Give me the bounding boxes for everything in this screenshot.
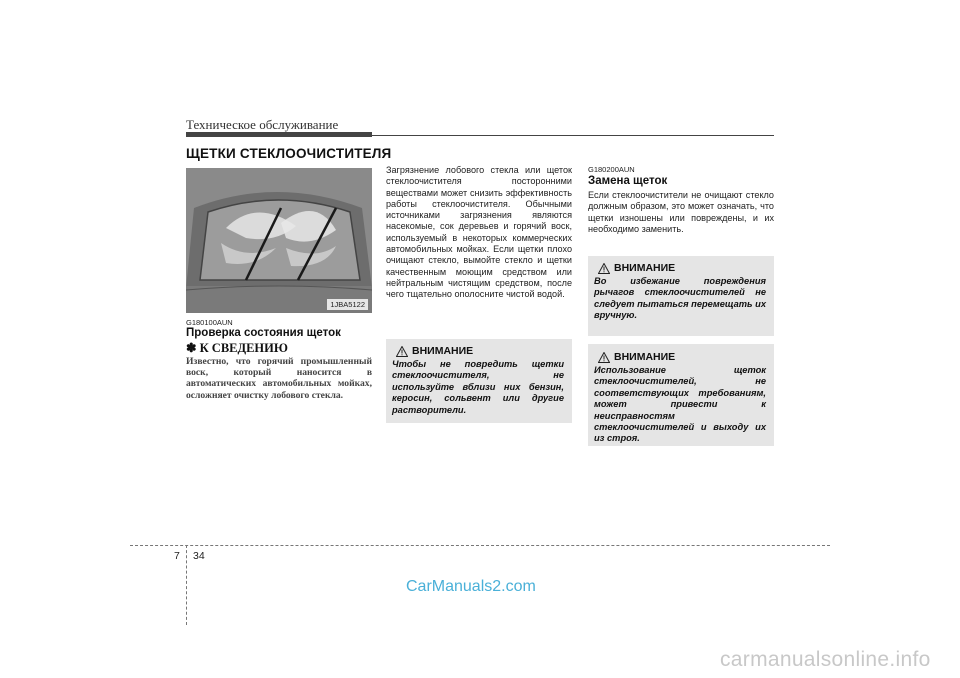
- warning-header: [598, 262, 774, 274]
- footer-divider: [186, 545, 187, 625]
- warning-text: Во избежание повреждения рычагов стеклоочистителей не следует пытаться перемещать их вручную.: [594, 276, 766, 321]
- paragraph: Загрязнение лобового стекла или щеток стеклоочистителя посторонними веществами может снизить эффективность работы стеклоочистителя. Обычными источниками загрязнения являются насекомые, сок деревьев и горячий воск, используемый в некоторых коммерческих автомобильных мойках. Если щетки плохо очищают стекло, вымойте стекло и щетки качественным моющим средством или нейтральным чистящим средством, после чего тщательно ополосните чистой водой.: [386, 165, 572, 300]
- note-heading: ✽ К СВЕДЕНИЮ: [186, 341, 288, 355]
- note-text: Известно, что горячий промышленный воск, который наносится в автоматических автомобильных мойках, осложняет очистку лобового стекла.: [186, 356, 372, 401]
- warning-triangle-icon: [396, 346, 408, 357]
- section-code: G180100AUN: [186, 318, 233, 327]
- warning-triangle-icon: [598, 263, 610, 274]
- warning-box: [386, 339, 572, 423]
- chapter-number: 7: [174, 550, 180, 562]
- windshield-photo: [186, 168, 372, 313]
- photo-code: 1JBA5122: [327, 299, 368, 310]
- warning-title: ВНИМАНИЕ: [614, 262, 676, 274]
- warning-header: [598, 351, 774, 363]
- paragraph: Если стеклоочистители не очищают стекло должным образом, это может означать, что щетки изношены или повреждены, и их необходимо заменить.: [588, 190, 774, 234]
- subsection-heading: Проверка состояния щеток: [186, 327, 341, 339]
- chapter-header-title: Техническое обслуживание: [186, 117, 339, 132]
- body-text: [588, 190, 774, 235]
- warning-triangle-icon: [598, 352, 610, 363]
- warning-text: Использование щеток стеклоочистителей, не соответствующих требованиям, может привести к неисправностям стеклоочистителей и выходу их из строя.: [594, 365, 766, 444]
- warning-title: ВНИМАНИЕ: [412, 345, 474, 357]
- section-code: G180200AUN: [588, 165, 635, 174]
- warning-box: [588, 256, 774, 336]
- header-rule: [186, 135, 774, 136]
- warning-title: ВНИМАНИЕ: [614, 351, 676, 363]
- warning-text: Чтобы не повредить щетки стеклоочистителя, не используйте вблизи них бензин, керосин, сольвент или другие растворители.: [392, 359, 564, 415]
- watermark-link[interactable]: CarManuals2.com: [406, 578, 536, 595]
- page-number: 34: [193, 550, 205, 562]
- body-text: [386, 165, 572, 301]
- warning-header: [396, 345, 572, 357]
- subsection-heading: Замена щеток: [588, 175, 668, 187]
- watermark-link[interactable]: carmanualsonline.info: [720, 648, 931, 671]
- windshield-wiper-illustration: [186, 168, 372, 313]
- footer-rule: [130, 545, 830, 546]
- section-title: ЩЕТКИ СТЕКЛООЧИСТИТЕЛЯ: [186, 146, 392, 161]
- warning-box: [588, 344, 774, 446]
